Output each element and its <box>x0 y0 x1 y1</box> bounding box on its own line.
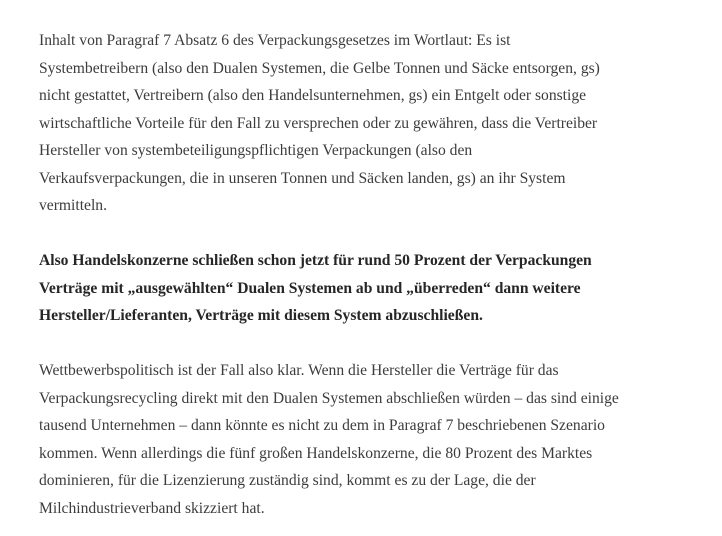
text-line: Hersteller/Lieferanten, Verträge mit diesem System abzuschließen. <box>39 307 483 324</box>
paragraph-spacer <box>39 330 689 358</box>
text-line: Wettbewerbspolitisch ist der Fall also klar. Wenn die Hersteller die Verträge für das <box>39 362 559 379</box>
text-line: Hersteller von systembeteiligungspflichtigen Verpackungen (also den <box>39 142 473 159</box>
article-body <box>39 27 689 522</box>
paragraph-legal-quote <box>39 27 689 220</box>
text-line: Verpackungsrecycling direkt mit den Dualen Systemen abschließen würden – das sind einige <box>39 389 619 407</box>
text-line: Systembetreibern (also den Dualen Systemen, die Gelbe Tonnen und Säcke entsorgen, gs) <box>39 59 600 77</box>
text-line: Milchindustrieverband skizziert hat. <box>39 499 265 517</box>
text-line: dominieren, für die Lizenzierung zuständig sind, kommt es zu der Lage, die der <box>39 472 536 489</box>
paragraph-competition-policy <box>39 357 689 522</box>
paragraph-spacer <box>39 220 689 248</box>
text-line: nicht gestattet, Vertreibern (also den Handelsunternehmen, gs) ein Entgelt oder sonstige <box>39 87 587 104</box>
text-line: Inhalt von Paragraf 7 Absatz 6 des Verpackungsgesetzes im Wortlaut: Es ist <box>39 32 511 49</box>
paragraph-emphasis <box>39 247 689 330</box>
text-line: vermitteln. <box>39 197 107 214</box>
text-line: kommen. Wenn allerdings die fünf großen Handelskonzerne, die 80 Prozent des Marktes <box>39 444 593 462</box>
text-line: Verträge mit „ausgewählten“ Dualen Systemen ab und „überreden“ dann weitere <box>39 279 581 297</box>
text-line: Also Handelskonzerne schließen schon jetzt für rund 50 Prozent der Verpackungen <box>39 252 592 269</box>
text-line: Verkaufsverpackungen, die in unseren Tonnen und Säcken landen, gs) an ihr System <box>39 169 566 187</box>
text-line: wirtschaftliche Vorteile für den Fall zu versprechen oder zu gewähren, dass die Vertreiber <box>39 114 598 132</box>
text-line: tausend Unternehmen – dann könnte es nicht zu dem in Paragraf 7 beschriebenen Szenario <box>39 417 605 434</box>
